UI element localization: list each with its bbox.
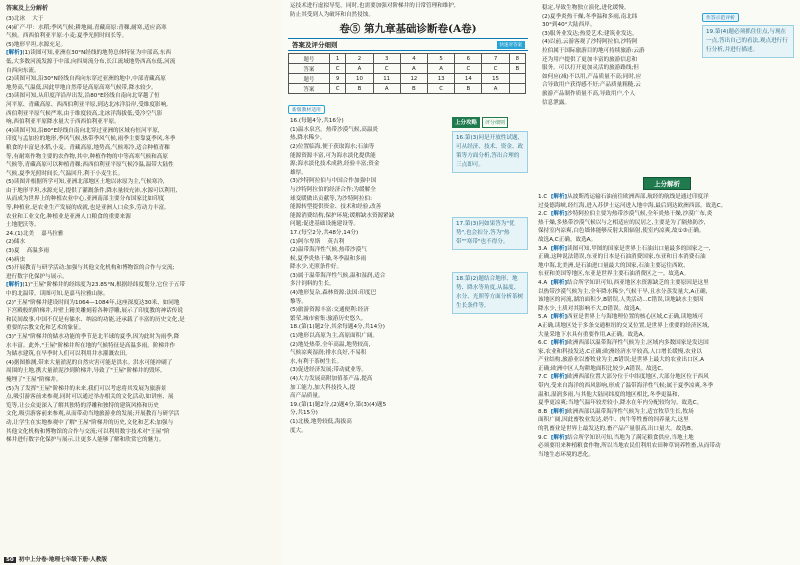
answer-line: 稳定,导致生物独立演化,进化缓慢。 [542,5,630,11]
bonus-tips-column [452,117,528,314]
answer-line: (3)属于温带海洋性气候,温和湿润,适合 [290,272,386,279]
answer-line: 加工能力,加大科技投入,提 [290,384,356,391]
answer-line: 气候,夏季光照时间长,气温回升,利于小麦生长。 [6,170,124,177]
answer-line: 拉伯属于国际旅游目的地可持续旅游:云游 [542,47,645,54]
middle-top-text [282,0,534,19]
bonus-badge: 评分细则 [482,117,508,128]
answer-line: (5)开展教育与研学活动;加强与其他文化机构和博物馆的合作与交流; [6,265,175,272]
answer-section-label: 答案及评分细则 [292,41,338,50]
tip-16: 16.第(3)问是开放性试题,可从经济、技术、资金、政策等方面分析,答出合理的三点即可。 [452,131,528,173]
answer-line: (2)储水 [6,239,26,246]
answer-line: 进行数字化保护与展示。 [6,273,68,280]
answer-line: 由于地形平坦,水源充足,提供了灌溉条件,降水量较充沛,水源可以利用, [6,187,178,194]
answer-line: 水丰富。此外,"王屋"阶梯井所在地的气候特征是高温多雨。阶梯井作 [6,342,176,349]
answer-line: (1)阿尔卑斯 英吉利 [290,238,345,245]
answer-table-cell: 6 [455,54,482,64]
analysis-line: 4.A [解析]结合所学知识可知,西亚地区水资源缺乏的主要原因是这里 [538,279,709,286]
answer-table-cell: 题号 [289,74,330,84]
answer-table-cell: A [482,84,509,94]
answer-line: 合导致用户获得感不好;产品质量粗糙,云 [542,82,641,89]
answer-line: 下宫殿般的阶梯井,并壁上精美雕刻着各种浮雕,展示了印度教的神话传说 [6,308,183,315]
answer-line: 西伯利亚平原气候严寒,由于维度较高,北冰洋海拔低,受冷空气影 [6,110,163,117]
answer-line: 球变暖做出贡献等,为沙特阿拉伯: [290,195,372,202]
answer-table-cell: 题号 [289,54,330,64]
answer-line: (2)读图可知,沿30°N经线自西向东穿过亚洲的地中,中部青藏高原 [6,76,166,83]
answer-line: (3)沙特阿拉伯与中国合作加强中国 [290,178,377,185]
right-analysis-body [534,193,800,459]
analysis-line: 当地生态环境的恶化。 [538,451,594,458]
answer-table-cell: 12 [400,74,427,84]
answer-section-bar [288,38,528,51]
answer-line: (2)地处热带,全年高温,地势较高, [290,341,371,348]
right-page [534,0,800,565]
answer-line: 能源消费结构,保护环境;缓解缺水资源紧缺 [290,212,395,219]
analysis-line: 降水少,土质对其影响不大,D错误。故选A。 [538,305,645,312]
book-title: 初中上分卷·地理七年级下册·人教版 [18,557,107,563]
answer-line: 热,降水稀少。 [290,135,326,142]
answer-line: 24.(1)北美 嘉马拉雅 [6,230,64,237]
answer-line: (1)北极,地势较低,海拔高 [290,418,352,425]
analysis-line: 正确;欧洲中区人均耕地面积比较少,A错误。故选C。 [538,365,667,372]
page-number: 50 [6,557,14,563]
answer-line: 19.(第(1)题2分,(2)题4分,第(3)(4)题5 [290,401,387,408]
answer-line: (4)据图推测,带来大量淤泥的自然灾害可能是洪水。洪水可能冲刷了 [6,359,173,366]
left-page-body [0,15,282,445]
analysis-line: 以热带沙漠气候为主,全年降水稀少,气候干旱,且水分蒸发量大,A正确, [538,288,708,295]
answer-line: 文化,吸引游客前来参观,从而带动当地旅游业的发展;开展教育与研学活 [6,411,180,418]
answer-line: (3)促进经济发展;带动就业等。 [290,367,367,374]
answer-table-cell: 11 [373,74,400,84]
answer-table-cell: 4 [400,54,427,64]
answer-table-cell [509,74,525,84]
answer-table-cell: B [400,84,427,94]
analysis-line: 东亚和美国等地区,东亚是世界主要石油消费区之一。故选A。 [538,271,690,278]
answer-line: 雄厚。 [290,169,307,176]
answer-table-cell: C [482,64,509,74]
answer-line: 30°到40°大陆西岸。 [542,22,596,29]
answer-line: 高产品质量。 [290,393,324,400]
answer-line: 周围的土地,携大量淤泥沙到阶梯井,导致了"王屋"阶梯井的毁坏, [6,368,162,375]
answer-line: 其他文化机构和博物馆的合作与交流;可以利用数字技术对"王屋"阶 [6,428,170,435]
analysis-line: 带内,受来自海洋的西风影响,形成了温带海洋性气候;属于夏季凉爽,冬季 [538,383,714,390]
left-page-header: 答案及上分解析 [6,5,49,12]
answer-line: 与沙特阿拉伯的经济合作;为缓解全 [290,186,376,193]
answer-line: (3)"王屋"阶梯井的储水功能的季节是北半球的夏季,因为此时为雨季,降 [6,333,180,340]
answer-table-cell: 2 [346,54,373,64]
answer-line: 中的北温带。读图可知,是嘉马拉雅山脉。 [6,291,109,297]
answer-line: 还为用户提供了更加丰富的旅游信息和 [542,56,638,63]
answer-line: 18.(第(1)题2分,其余每题4分,共14分) [290,324,385,331]
answer-line: 农业和工业文化,种植业是亚洲人口粮食的重要来源 [6,213,131,220]
analysis-line: A正确,读地区处于多条交通枢纽的交叉位置,是世界上重要的经济区域, [538,322,710,329]
analysis-line: 9.C [解析]结合所学知识可知,当地为了满足粮食供应,当地土地 [538,434,694,441]
analysis-line: 面积广阔,因此畜牧业发达,奶牛、肉牛等牲畜的饲养量大,这里 [538,417,689,424]
analysis-line: 大量采地下水具有重要作用,A正确。故选A。 [538,331,649,338]
middle-answers [290,117,448,435]
answer-line: 问题;促进基础设施建设等。 [290,221,360,228]
answer-line: 服务。可以打开更加灵活的旅游路线;但 [542,65,639,72]
answer-line: 等,种植业,是农业生产发展的成就,也是亚洲人口众多,劳动力丰富, [6,205,166,212]
analysis-line: 该地区的河流,湖泊面积少,B错误,人类活动...C错误,读地缺水主要因 [538,297,704,304]
left-page [0,0,282,565]
answer-line: (2)"王屋"阶梯井建设时间为1064—1084年,这座深度达30米、如同地 [6,299,180,306]
answer-line: 粮食的丰富是水稻,小麦。青藏高原,地势高,气候寒冷,适合种植青稞 [6,144,170,151]
answer-line: (4)病虫 [6,256,26,263]
answer-line: 气候凉爽湿润;排水良好,不易积 [290,350,367,357]
answer-table-cell: 答案 [289,84,330,94]
answer-line: [解析](1)"王屋"阶梯井的经纬度为23.85°N,根据经纬度划分,它位于五带 [6,282,185,289]
answer-table-row [289,64,526,74]
analysis-section-title-bar [534,171,800,190]
answer-line: (4)读图可知,沿80°E经线自南向北穿过亚洲的区域有恒河平原, [6,127,160,134]
answer-table-cell: A [428,64,455,74]
answer-table-cell: A [373,84,400,94]
answer-line: 掩埋了"王屋"阶梯井。 [6,376,62,383]
sample-analysis-box [702,4,794,58]
answer-line: 能源转型提供资金、技术和经验,改善 [290,204,382,211]
answer-table-row [289,54,526,64]
analysis-line: 7.C [解析]欧洲西部位置大部分位于中纬度地区,大部分地区位于西风 [538,374,709,381]
answer-line: 防止其受到人为破坏和自然侵蚀。 [290,11,374,18]
answer-line: 和民间故事,中国不仅是有储水、纳凉的功能,还承载了丰富的历史文化,是 [6,316,185,323]
analysis-line: 2.C [解析]沙特阿拉伯主要为热带沙漠气候,全年炎热干燥,沙漠广布,炎 [538,211,713,218]
answer-table-cell: B [455,84,482,94]
answer-line: (1)地形以高原为主,高原面积广阔。 [290,333,379,340]
answer-table-cell: 9 [329,74,346,84]
answer-table-cell [509,84,525,94]
answer-line: (2)夏季炎热干燥,冬季温和多雨,南北纬 [542,13,638,20]
answer-line: 17.(每空2分,共48分,14分) [290,229,359,236]
answer-line: 能源资源丰富,可为海水淡化提供能 [290,152,376,159]
sample-analysis-text: 19.第(4)题必须抓住住点,与现在一点,答出自己的看法,观点进行行行分析,并进行描述。 [702,25,794,58]
answer-table-cell: C [455,64,482,74]
answer-line: 如何应(减)不以用,产品质量不高;同时,应 [542,73,642,80]
answer-line: 为储水建筑,在旱季时人们可以利用井水灌溉农田。 [6,351,131,358]
answer-table-cell: 1 [329,54,346,64]
answer-table-cell: C [373,64,400,74]
answer-table-cell: A [400,64,427,74]
answer-line: 繁荣,城市密集:旅游历史悠久。 [290,315,367,322]
middle-page [282,0,534,565]
answer-table-cell: 5 [428,54,455,64]
answer-line: 地势高,气温低,因此甲地自然带是高原高寒气候带,降水较少。 [6,84,157,91]
answer-line: 气候。西西伯利亚平原:小麦;夏季光照时间长等。 [6,33,128,40]
answer-table [288,53,526,94]
answer-line: 点,吸引游客前来参观,同时可以通过举办相关的文化活动,如讲座、展 [6,394,174,401]
answer-line: 从而成为世界上的种植农业中心,亚洲南部主要分布国家比如印度 [6,196,165,203]
analysis-line: 故选A,C正确。故选A。 [538,236,597,243]
answer-line: (2)温带海洋性气候,热带沙漠气 [290,247,367,254]
tip-18: 18.第(2)题结合地形、地势、降水等角度,从温度、水分、光照等方面分析茶树生长条件等。 [452,272,528,314]
answer-line: (2)位置临海,便于获取海水;石油等 [290,143,375,150]
answer-line: 低,大多数河流发源于中部,向四周流分布,长江流域地势西高东低,河流 [6,58,176,65]
exam-title: 卷⑤ 第九章基础诊断卷(A卷) [339,23,477,36]
answer-table-cell: C [329,64,346,74]
answer-line: 多汁饲料的生长。 [290,281,335,288]
answer-line: 响,西伯利亚平原降水量大于西西伯利亚平原。 [6,119,120,126]
answer-line: (4)大力发展高附加值茶产品,提高 [290,376,373,382]
analysis-line: 正确,这种说法错误,东亚的日本是石油消费国家,东亚和日本消费石油 [538,254,706,261]
answer-table-cell: 7 [482,54,509,64]
answer-line: (5)为了发挥"王屋"阶梯井的未来,我们可以考虑将其发展为旅游景 [6,385,167,392]
answer-table-cell: B [346,84,373,94]
analysis-section-title: 上分解析 [643,177,691,190]
answer-section-badge: 快速对答案 [497,41,526,49]
right-top-answers [538,4,700,107]
answer-line: 动,让学生在实地参观中了解"王屋"阶梯井的历史,文化和艺术;加强与 [6,419,174,426]
answer-line: 自西向东流。 [6,67,40,74]
answer-line: (1)温水泉宫。热带沙漠气候,高温炎 [290,126,379,133]
answer-table-cell: C [428,84,455,94]
analysis-line: 6.C [解析]欧洲西部以温带海洋性气候为主,区域内多数国家是发达国 [538,340,709,347]
answer-line: 降水少,光照条件好。 [290,264,343,271]
answer-line: 旅游产品制作质量不高,导致用户,个人 [542,90,636,97]
analysis-line: 5.A [解析]西亚是世界上与海地理位置的核心区域,C正确,读地域可 [538,314,704,321]
answer-table-cell: A [346,64,373,74]
analysis-line: 3.A [解析]读图可知,甲图的国家是世界上石油出口量最多的国家之一, [538,245,711,252]
analysis-line: 产业结构,旅游业以畜牧业为主,B错误;是世界上最大的农业出口区,A [538,357,704,364]
answer-table-cell: B [509,64,525,74]
analysis-line: 地中海,北美洲,是石油进口量最大的国家,石油主要运往西欧、 [538,262,689,269]
answer-table-cell: 13 [428,74,455,84]
answer-line: (3)夏 高温多雨 [6,248,50,255]
answer-line: (3)读图可知,从印度洋沿岸出发,沿80°E经线自南向北穿越了恒 [6,93,160,100]
answer-line: 览等,让公众更深入了解其独特的浮雕和独特的建筑风格和历史 [6,402,159,409]
answer-line: 16.(每题4分,共16分) [290,118,344,125]
answer-line: 印度与孟加拉的地形,季风气候,热带季风气候,雨季主要靠夏季风,冬季 [6,136,176,143]
answer-table-row [289,84,526,94]
answer-line: 土地肥沃等。 [6,222,40,229]
answer-line: (5)地形平坦,水源充足。 [6,41,67,48]
analysis-line: 1.C [解析]从波斯湾运输石油前往欧洲西部,航经的航线是通过印度洋 [538,194,709,200]
analysis-line: 温和,湿润多雨,与其他大陆同纬度的地区相比,冬季更温和, [538,391,680,398]
analysis-line: 过曼德海峡,经红海,进入苏伊士运河进入地中海,最后到达欧洲西部。故选C。 [538,202,727,209]
analysis-line: 家,农业和科技发达,C正确;欧洲经济水平较高,人口增长缓慢,农业以 [538,348,702,355]
answer-table-cell: 14 [455,74,482,84]
answer-line: [解析](1)读图可知,亚洲在30°N经线的地势总体特征为中部高,东西 [6,50,171,57]
answer-line: 气候等,青藏高原可以种植青稞;西西伯利亚平原气候冷温,温带大陆性 [6,162,174,169]
left-page-footer [4,555,107,563]
answer-line: (3)服务业发达;热爱艺术;建筑业发达。 [542,30,638,37]
answer-table-cell: C [329,84,346,94]
answer-line: (4)以前,云游客观了沙特阿拉伯,沙特阿 [542,39,638,46]
answer-table-cell: 3 [373,54,400,64]
answer-line: 河平原、青藏高原、西西伯利亚平原,到达北冰洋沿岸,受维度影响, [6,101,168,108]
analysis-line: 保持室内凉爽,白色墙体能够反射太阳辐射,使室内凉爽,故①③正确。 [538,228,705,235]
answer-table-cell: 答案 [289,64,330,74]
answer-table-cell: 15 [482,74,509,84]
answer-line: (4)矿产·甲：水稻;季风气候;耕地阔,青藏高原:青稞,耐寒,适应高寒 [6,24,167,31]
answer-line: (5)旅游资源丰富:交通便利:经济 [290,307,369,314]
answer-line: 重要的宗教文化和艺术的象征。 [6,325,85,332]
answer-table-cell: 8 [509,54,525,64]
answer-line: 黎等。 [290,298,307,305]
answer-line: 水,有利于茶树生长。 [290,358,343,365]
answer-line: 等,有耐寒作物主要的农作物,其中,种植作物的中等高寒气候和高原 [6,153,168,160]
answer-line: 运技术进行虚拟导览。同时,也需要加强对阶梯井的日常管理和维护, [290,3,456,9]
answer-line: (5)读图并根据所学可知,亚洲北部地区土地以冰原为主,气候寒冷, [6,179,165,186]
bonus-header: 上分攻略 [452,117,480,128]
tip-17: 17.第(3)问如果答为"优势",也会扣分,答为"热带""寒带"也不得分。 [452,217,528,250]
answer-line: 梯井进行数字化保护与展示,让更多人能够了解和欣赏它的魅力。 [6,437,165,444]
analysis-line: 8.B [解析]欧洲西部以温带海洋性气候为主,适宜牧草生长,牧场 [538,408,694,415]
answer-line: (4)地形复杂,森林资源;法国:印度巴 [290,290,377,297]
answer-table-row [289,74,526,84]
analysis-line: 的乳畜业是世界上最发达的,畜产品产量很高,出口量大。故选B。 [538,426,697,433]
answer-line: 候,夏季炎热干燥,冬季温和多雨 [290,255,367,262]
analysis-line: 热干燥,多热带沙漠气候以与之相适应的民居之,主要是为了隔热防沙, [538,219,706,226]
answer-line: 度大。 [290,427,307,434]
analysis-line: 必须要用来种植粮食作物,所以当地农民们利用农田种草饲养牲畜,从而带动 [538,443,721,450]
edition-tag: 新版教材适用 [288,105,325,114]
answer-line: 分,共15分) [290,410,318,417]
answer-line: (3)北冰 大于 [6,16,44,22]
answer-table-cell: 10 [346,74,373,84]
answer-line: 源;海水淡化技术成熟,经验丰富;资金 [290,161,380,168]
answer-line: 信息泄露。 [542,99,570,106]
sample-analysis-label: 作答示范评析 [702,13,739,22]
analysis-line: 夏季更凉爽;当地气温年较差较小,降水在年内分配较均匀。故选C。 [538,400,703,407]
